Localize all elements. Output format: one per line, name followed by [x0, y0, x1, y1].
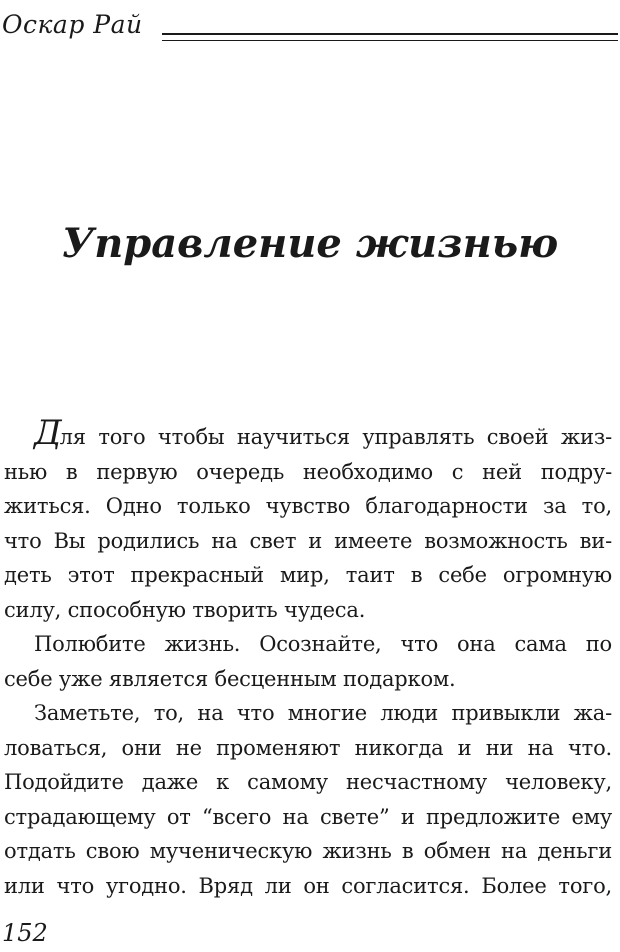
text-line: себе уже является бесценным подарком. — [4, 666, 456, 691]
text-line: что Вы родились на свет и имеете возможность ви- — [4, 528, 612, 553]
text-line: ля того чтобы научиться управлять своей жиз- — [59, 425, 612, 449]
page-number: 152 — [2, 919, 48, 947]
text-line: деть этот прекрасный мир, таит в себе огромную — [4, 563, 612, 587]
body-text — [4, 413, 612, 903]
text-line: отдать свою мученическую жизнь в обмен на деньги — [4, 839, 612, 863]
text-line: или что угодно. Вряд ли он согласится. Более того, — [4, 873, 612, 898]
text-line: силу, способную творить чудеса. — [4, 597, 366, 622]
text-line: Подойдите даже к самому несчастному человеку, — [4, 770, 612, 794]
text-line: страдающему от “всего на свете” и предложите ему — [4, 804, 612, 829]
text-line: Полюбите жизнь. Осознайте, что она сама по — [34, 632, 612, 656]
chapter-title: Управление жизнью — [61, 220, 559, 267]
header-author: Оскар Рай — [2, 10, 143, 39]
text-line: житься. Одно только чувство благодарности за то, — [4, 494, 612, 518]
running-header — [2, 8, 618, 48]
text-line: ловаться, они не променяют никогда и ни на что. — [4, 735, 612, 760]
text-line: Заметьте, то, на что многие люди привыкли жа- — [34, 701, 612, 725]
text-line: нью в первую очередь необходимо с ней подру- — [4, 459, 612, 484]
paragraph-1-line-1 — [4, 413, 612, 455]
dropcap: Д — [34, 413, 60, 453]
header-rule — [162, 33, 618, 41]
